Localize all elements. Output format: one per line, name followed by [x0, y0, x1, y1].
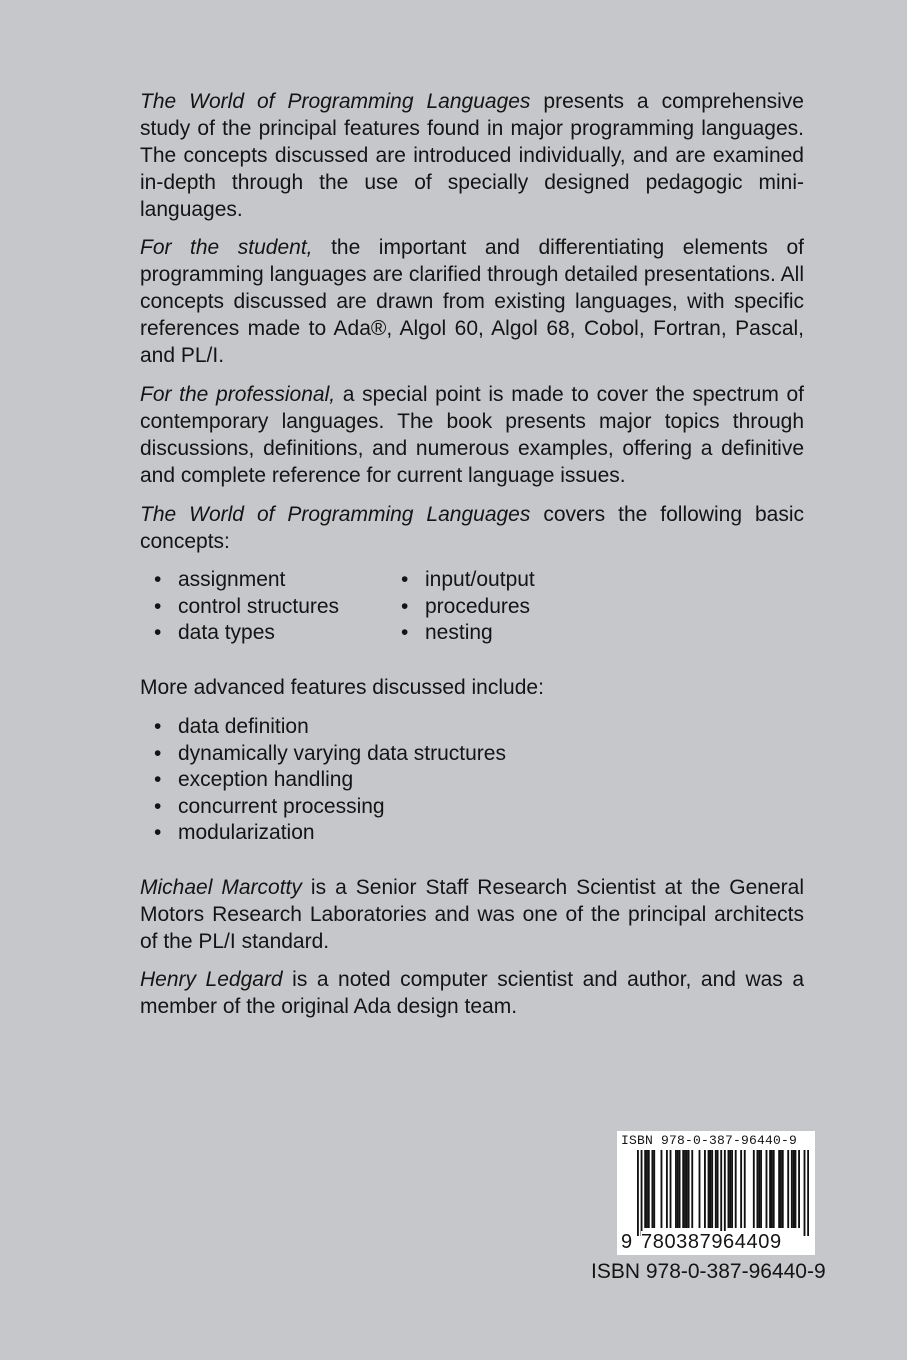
author2-name: Henry Ledgard [140, 968, 283, 991]
barcode-bar [731, 1150, 733, 1228]
barcode-bar [691, 1150, 693, 1228]
barcode-digits: 780387964409 [641, 1231, 782, 1253]
barcode-bar [646, 1150, 648, 1228]
barcode-bar [704, 1150, 706, 1228]
barcode-bar [724, 1150, 726, 1236]
barcode-bar [637, 1150, 639, 1236]
barcode-bar [699, 1150, 701, 1228]
barcode-bar [795, 1150, 797, 1228]
list-item: • exception handling [154, 767, 506, 794]
barcode-bar [753, 1150, 755, 1228]
barcode-bar [804, 1150, 806, 1236]
list-item: • data types [154, 620, 339, 647]
covers-text: covers the following basic concepts: [140, 503, 804, 553]
list-item: • nesting [401, 620, 535, 647]
barcode-bar [740, 1150, 742, 1228]
barcode-bar [651, 1150, 653, 1228]
barcode-isbn-label: ISBN 978-0-387-96440-9 [621, 1133, 798, 1148]
author1-name: Michael Marcotty [140, 876, 302, 899]
barcode-bar [758, 1150, 760, 1228]
list-item: • control structures [154, 594, 339, 621]
list-item: • dynamically varying data structures [154, 741, 506, 768]
basic-concepts-list-right [401, 567, 535, 647]
list-item: • input/output [401, 567, 535, 594]
book-title: The World of Programming Languages [140, 90, 531, 113]
barcode-bar [807, 1150, 809, 1236]
barcode-bar [735, 1150, 737, 1228]
barcode-bar [677, 1150, 679, 1228]
book-title-2: The World of Programming Languages [140, 503, 531, 526]
professional-text: a special point is made to cover the spectrum of contemporary languages. The book presents major topics through discussions, definitions, and numerous examples, offering a definitive and complete reference for current language issues. [140, 383, 804, 487]
barcode-bar [728, 1150, 730, 1228]
barcode-bar [744, 1150, 746, 1228]
barcode-bar [644, 1150, 646, 1228]
advanced-intro [140, 674, 804, 701]
barcode-bar [684, 1150, 686, 1228]
list-item: • assignment [154, 567, 339, 594]
barcode-bar [766, 1150, 768, 1228]
student-paragraph [140, 234, 804, 369]
isbn-number: ISBN 978-0-387-96440-9 [591, 1260, 826, 1283]
barcode-bar [648, 1150, 650, 1228]
author1-paragraph [140, 874, 804, 955]
list-item: • procedures [401, 594, 535, 621]
barcode-bar [773, 1150, 775, 1228]
barcode-bar [675, 1150, 677, 1228]
barcode-bar [679, 1150, 681, 1228]
student-lead: For the student, [140, 236, 313, 259]
barcode-bar [778, 1150, 780, 1228]
barcode-bar [798, 1150, 800, 1228]
barcode-bar [720, 1150, 722, 1236]
barcode-bar [682, 1150, 684, 1228]
list-item: • data definition [154, 714, 506, 741]
barcode-bars [637, 1150, 809, 1236]
professional-paragraph [140, 381, 804, 489]
list-item: • concurrent processing [154, 794, 506, 821]
barcode-bar [661, 1150, 663, 1228]
barcode-bar [793, 1150, 795, 1228]
barcode-bar [686, 1150, 688, 1228]
barcode-bar [729, 1150, 731, 1228]
barcode-bar [715, 1150, 717, 1228]
basic-concepts-list-left [154, 567, 339, 647]
intro-text: presents a comprehensive study of the principal features found in major programming languages. The concepts discussed are introduced individually, and are examined in-depth through the use of specially designed pedagogic mini-languages. [140, 90, 804, 221]
intro-paragraph [140, 88, 804, 223]
barcode-bar [782, 1150, 784, 1228]
barcode-bar [708, 1150, 710, 1228]
barcode-bar [771, 1150, 773, 1228]
barcode-bar [780, 1150, 782, 1228]
barcode-bar [670, 1150, 672, 1228]
barcode [617, 1131, 815, 1255]
barcode-bar [756, 1150, 758, 1228]
author2-paragraph [140, 966, 804, 1020]
barcode-bar [787, 1150, 789, 1228]
author1-text: is a Senior Staff Research Scientist at the General Motors Research Laboratories and was one of the principal architects of the PL/I standard. [140, 876, 804, 953]
barcode-bar [641, 1150, 643, 1236]
barcode-bar [711, 1150, 713, 1228]
barcode-bar [653, 1150, 655, 1228]
covers-paragraph [140, 501, 804, 555]
barcode-lead-digit: 9 [621, 1231, 633, 1253]
barcode-bar [717, 1150, 719, 1228]
author2-text: is a noted computer scientist and author, and was a member of the original Ada design team. [140, 968, 804, 1018]
list-item: • modularization [154, 820, 506, 847]
barcode-bar [760, 1150, 762, 1228]
advanced-intro-text: More advanced features discussed include: [140, 676, 544, 699]
student-text: the important and differentiating elements of programming languages are clarified through detailed presentations. All concepts discussed are drawn from existing languages, with specific references made to Ada®, Algol 60, Algol 68, Cobol, Fortran, Pascal, and PL/I. [140, 236, 804, 367]
barcode-bar [666, 1150, 668, 1228]
professional-lead: For the professional, [140, 383, 336, 406]
barcode-bar [709, 1150, 711, 1228]
barcode-bar [769, 1150, 771, 1228]
advanced-features-list [154, 714, 506, 847]
barcode-bar [791, 1150, 793, 1228]
barcode-bar [688, 1150, 690, 1228]
